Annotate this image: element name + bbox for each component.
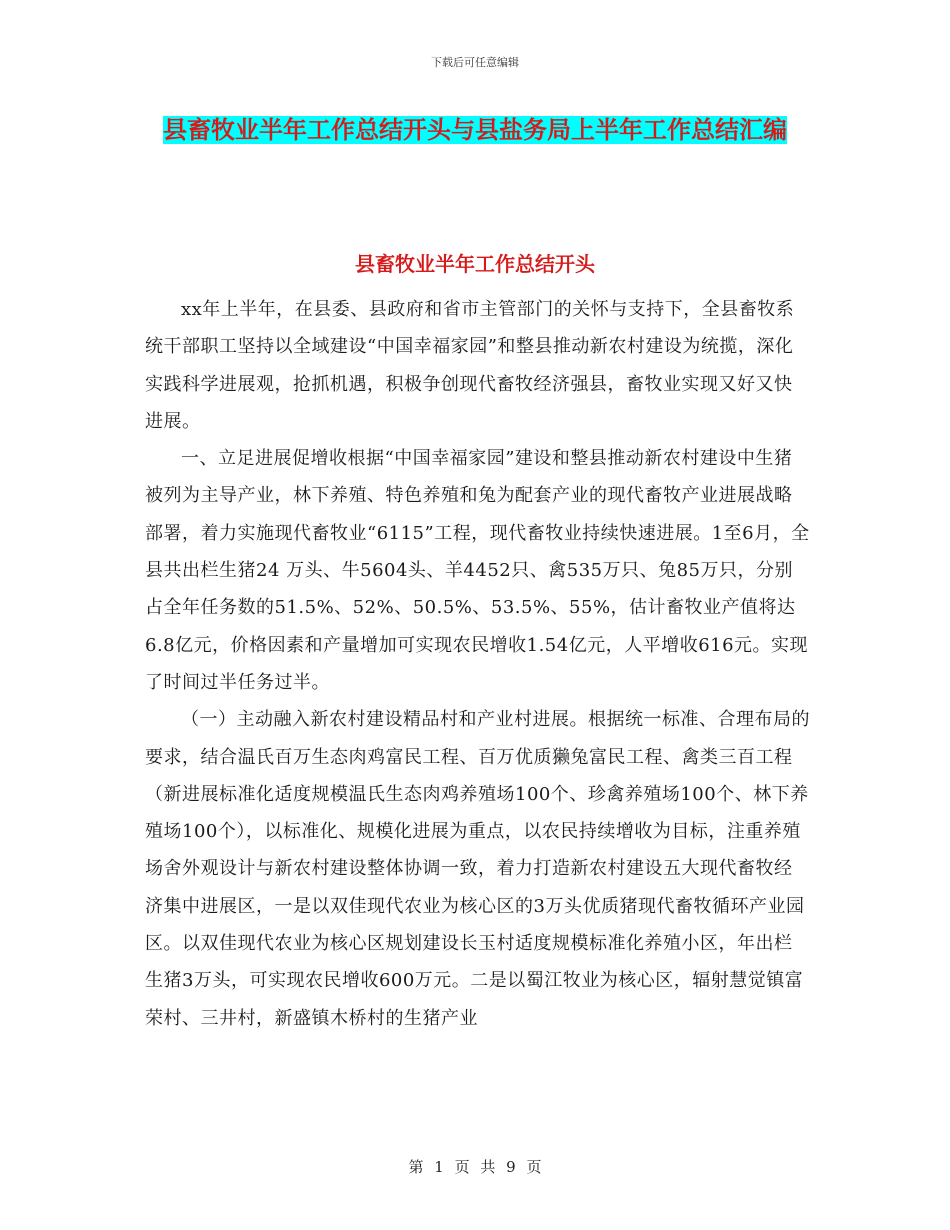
document-body xyxy=(145,291,810,1037)
document-title-highlight: 县畜牧业半年工作总结开头与县盐务局上半年工作总结汇编 xyxy=(163,116,787,144)
page-header-note: 下载后可任意编辑 xyxy=(431,56,519,69)
body-paragraph: xx年上半年，在县委、县政府和省市主管部门的关怀与支持下，全县畜牧系统干部职工坚持以全域建设“中国幸福家园”和整县推动新农村建设为统揽，深化实践科学进展观，抢抓机遇，积极争创现代畜牧经济强县，畜牧业实现又好又快进展。 xyxy=(145,299,795,432)
page-number-footer: 第 1 页 共 9 页 xyxy=(408,1158,542,1176)
body-paragraph: 一、立足进展促增收根据“中国幸福家园”建设和整县推动新农村建设中生猪被列为主导产业，林下养殖、特色养殖和兔为配套产业的现代畜牧产业进展战略部署，着力实施现代畜牧业“6115”工程，现代畜牧业持续快速进展。1至6月，全县共出栏生猪24 万头、牛5604头、羊4452只、禽535万只、兔85万只，分别占全年任务数的51.5%、52%、50.5%、53.5%、55%，估计畜牧业产值将达6.8亿元，价格因素和产量增加可实现农民增收1.54亿元，人平增收616元。实现了时间过半任务过半。 xyxy=(145,448,810,693)
section-title: 县畜牧业半年工作总结开头 xyxy=(355,252,595,276)
body-paragraph: （一）主动融入新农村建设精品村和产业村进展。根据统一标准、合理布局的要求，结合温氏百万生态肉鸡富民工程、百万优质獭兔富民工程、禽类三百工程（新进展标准化适度规模温氏生态肉鸡养殖场100个、珍禽养殖场100个、林下养殖场100个），以标准化、规模化进展为重点，以农民持续增收为目标，注重养殖场舍外观设计与新农村建设整体协调一致，着力打造新农村建设五大现代畜牧经济集中进展区，一是以双佳现代农业为核心区的3万头优质猪现代畜牧循环产业园区。以双佳现代农业为核心区规划建设长玉村适度规模标准化养殖小区，年出栏生猪3万头，可实现农民增收600万元。二是以蜀江牧业为核心区，辐射慧觉镇富荣村、三井村，新盛镇木桥村的生猪产业 xyxy=(145,709,810,1029)
document-title xyxy=(145,106,805,154)
